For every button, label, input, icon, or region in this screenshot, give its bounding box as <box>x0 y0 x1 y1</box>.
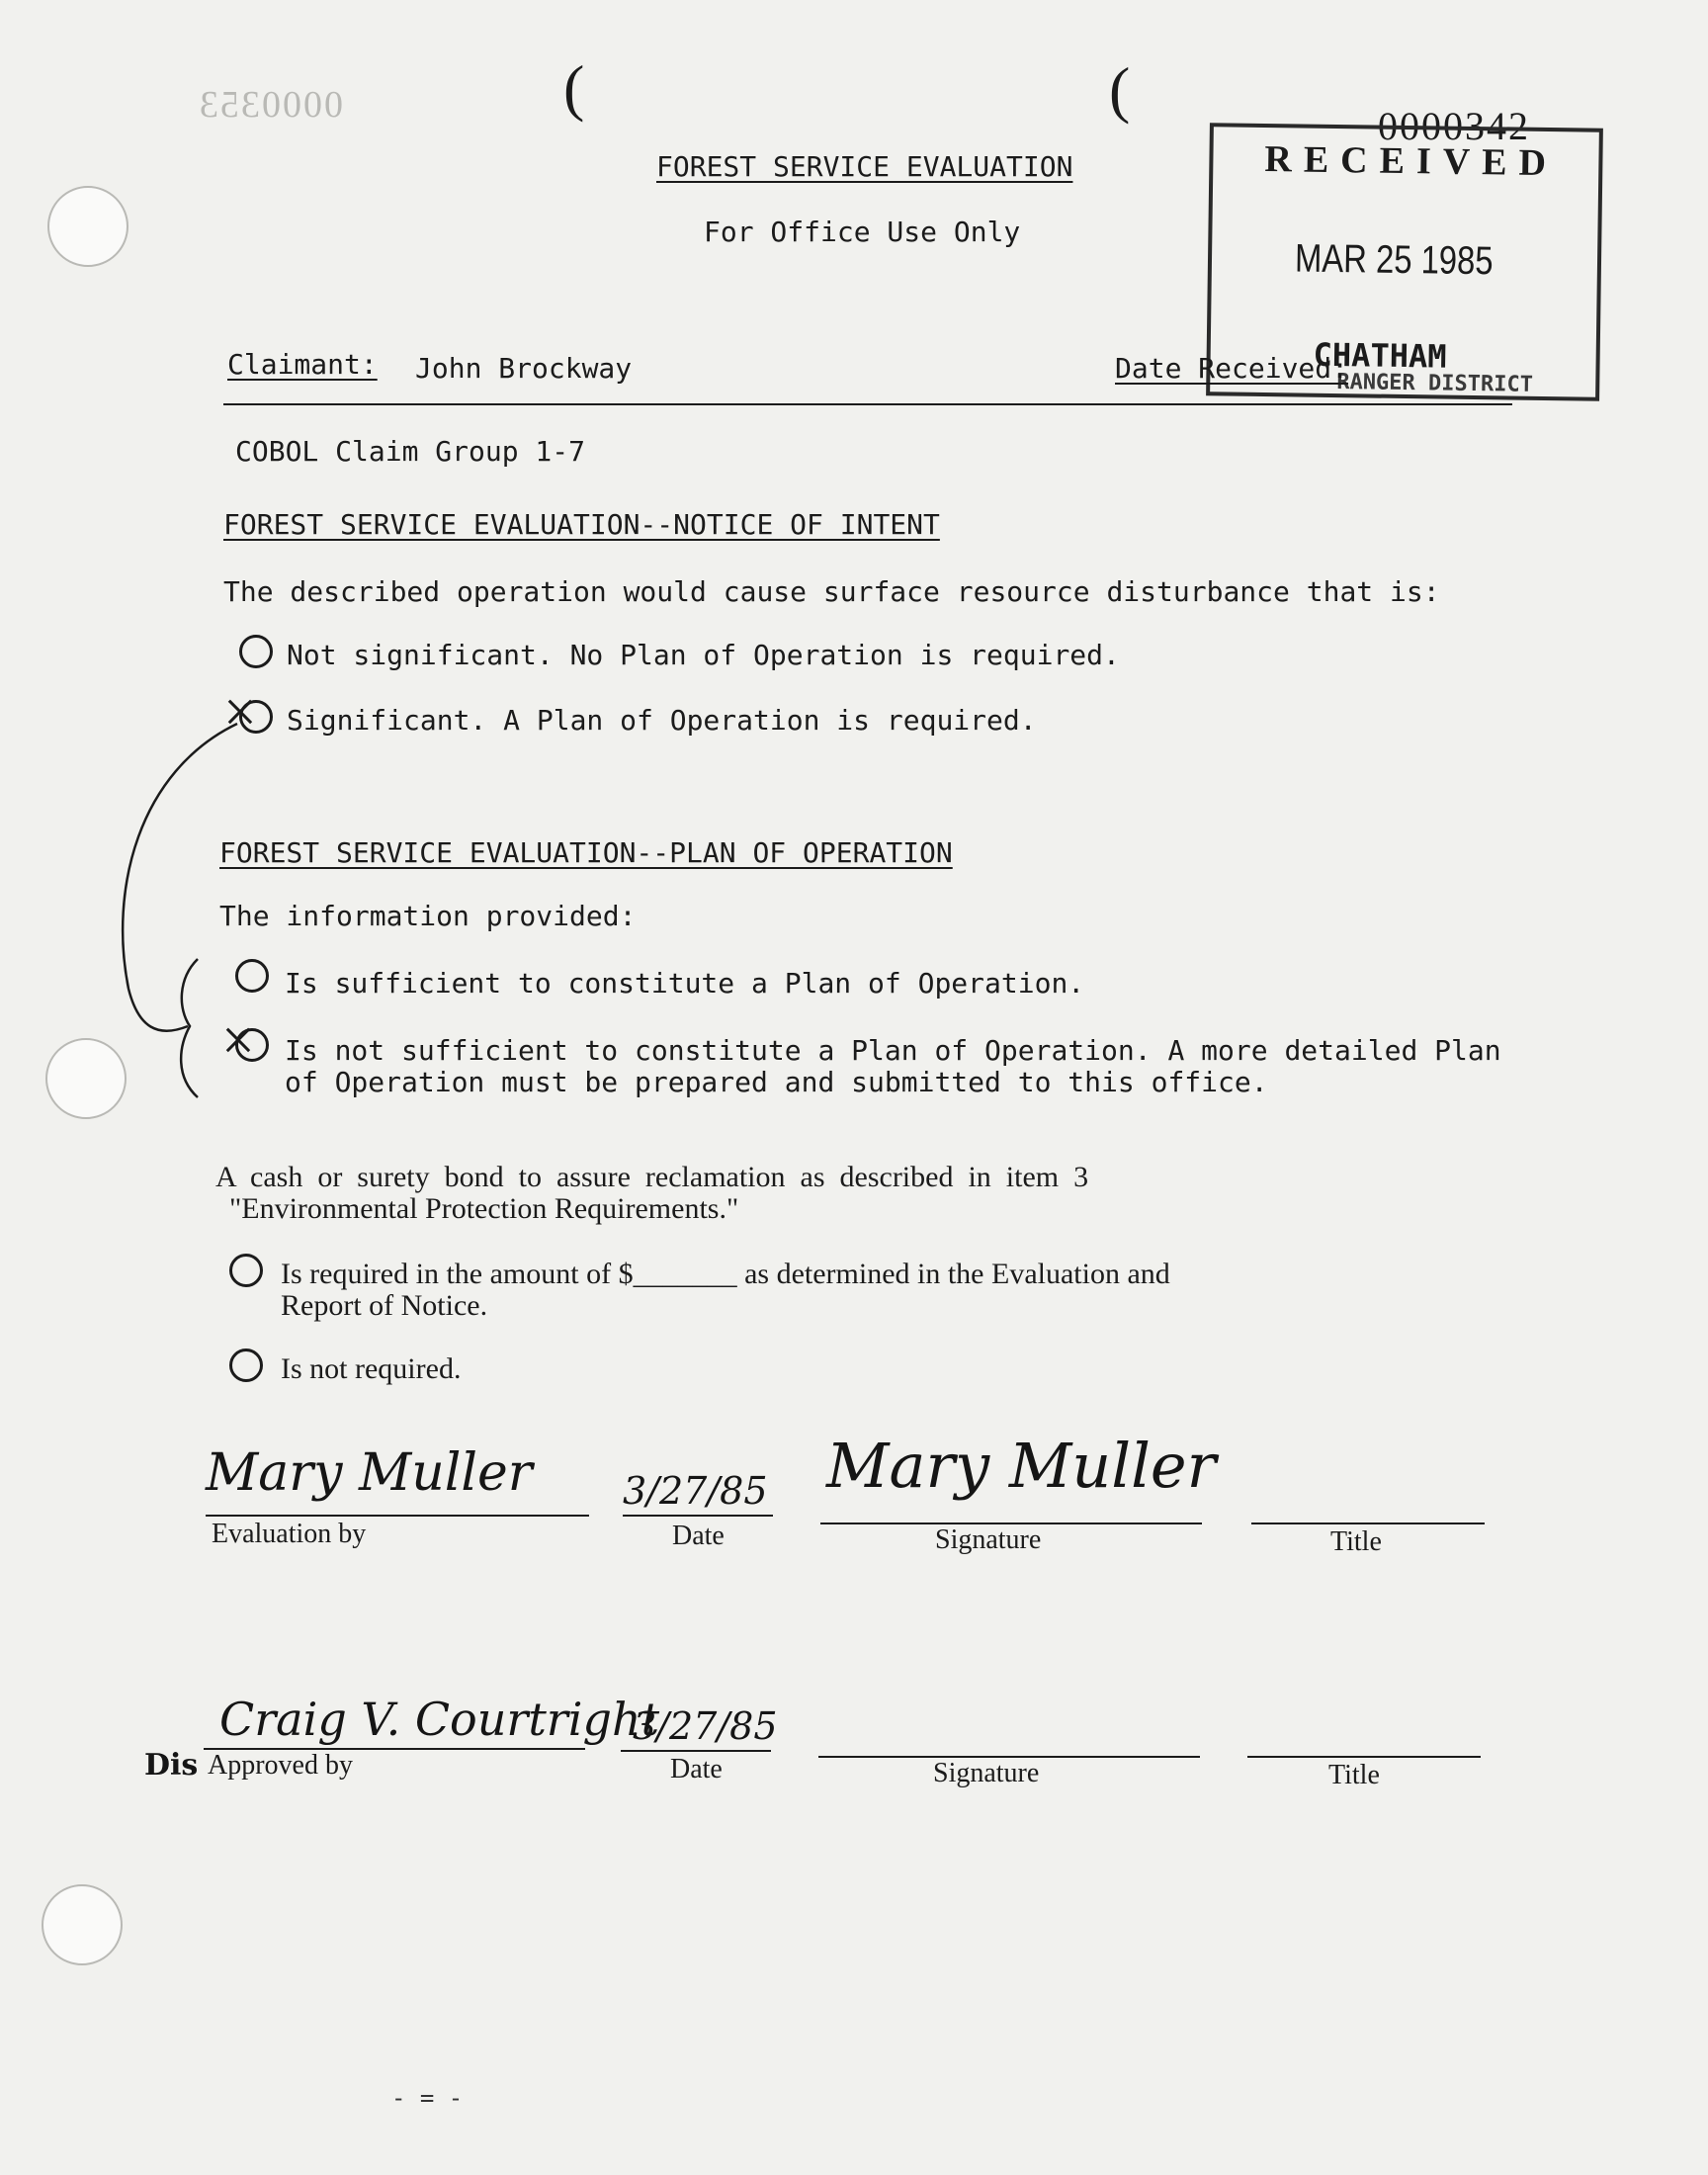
claimant-label: Claimant: <box>227 348 378 381</box>
option-bond-required-line2: Report of Notice. <box>281 1289 488 1322</box>
option-bond-required-line1: Is required in the amount of $_______ as determined in the Evaluation and <box>281 1258 1170 1290</box>
evaluation-by-label: Evaluation by <box>212 1519 367 1549</box>
approval-date-label: Date <box>670 1754 723 1784</box>
approval-signed-name: Craig V. Courtright <box>219 1693 660 1746</box>
binder-hole-bottom <box>42 1884 123 1965</box>
radio-not-significant[interactable] <box>239 635 273 668</box>
evaluation-date-line <box>623 1515 773 1517</box>
claimant-rule <box>223 403 1512 405</box>
stamp-district: RANGER DISTRICT <box>1336 370 1534 397</box>
option-significant: Significant. A Plan of Operation is required. <box>287 704 1037 737</box>
option-not-sufficient-line1: Is not sufficient to constitute a Plan of Operation. A more detailed Plan <box>285 1034 1501 1067</box>
stray-mark-bottom: - = - <box>391 2084 464 2112</box>
faint-doc-number: 0000353 <box>198 84 343 126</box>
plan-heading: FOREST SERVICE EVALUATION--PLAN OF OPERATION <box>219 836 953 869</box>
punch-mark-right: ( <box>1109 54 1131 125</box>
notice-heading: FOREST SERVICE EVALUATION--NOTICE OF INTENT <box>223 508 940 541</box>
evaluation-signature-label: Signature <box>935 1524 1042 1555</box>
evaluation-date-value: 3/27/85 <box>623 1469 768 1513</box>
evaluation-title-label: Title <box>1330 1526 1382 1557</box>
evaluation-title-line <box>1251 1522 1485 1524</box>
date-received-label: Date Received: <box>1115 352 1349 385</box>
option-sufficient: Is sufficient to constitute a Plan of Operation. <box>285 967 1085 1000</box>
form-title: FOREST SERVICE EVALUATION <box>656 150 1073 183</box>
approved-by-label: Approved by <box>208 1750 353 1781</box>
option-bond-not-required: Is not required. <box>281 1352 462 1385</box>
bond-intro-line1: A cash or surety bond to assure reclamation as described in item 3 <box>215 1161 1089 1193</box>
approval-title-label: Title <box>1328 1760 1380 1790</box>
radio-bond-required[interactable] <box>229 1254 263 1287</box>
doc-number: 0000342 <box>1378 104 1530 148</box>
stamp-office: CHATHAM <box>1313 335 1447 376</box>
option-not-significant: Not significant. No Plan of Operation is required. <box>287 639 1120 671</box>
evaluation-date-label: Date <box>672 1521 725 1551</box>
bond-intro-line2: "Environmental Protection Requirements." <box>229 1192 739 1225</box>
approval-date-value: 3/27/85 <box>633 1704 778 1748</box>
plan-intro: The information provided: <box>219 900 637 932</box>
radio-sufficient[interactable] <box>235 959 269 993</box>
evaluation-by-line <box>206 1515 589 1517</box>
radio-bond-not-required[interactable] <box>229 1348 263 1382</box>
approval-prefix: Dis <box>144 1748 199 1783</box>
approval-title-line <box>1247 1756 1481 1758</box>
stamp-heading: RECEIVED <box>1264 138 1559 185</box>
check-mark-not-sufficient: × <box>221 1007 255 1073</box>
approval-signature-label: Signature <box>933 1758 1040 1788</box>
evaluation-signature-value: Mary Muller <box>826 1430 1217 1502</box>
claim-group: COBOL Claim Group 1-7 <box>235 435 586 468</box>
stamp-date: MAR 25 1985 <box>1294 236 1494 284</box>
approval-date-line <box>621 1750 771 1752</box>
binder-hole-top <box>47 186 128 267</box>
claimant-name: John Brockway <box>415 352 633 385</box>
form-subtitle: For Office Use Only <box>704 216 1021 248</box>
punch-mark-left: ( <box>563 52 585 123</box>
option-not-sufficient-line2: of Operation must be prepared and submitted to this office. <box>285 1066 1268 1098</box>
evaluation-signed-name: Mary Muller <box>206 1443 533 1503</box>
notice-intro: The described operation would cause surface resource disturbance that is: <box>223 575 1440 608</box>
check-mark-significant: × <box>223 679 257 744</box>
